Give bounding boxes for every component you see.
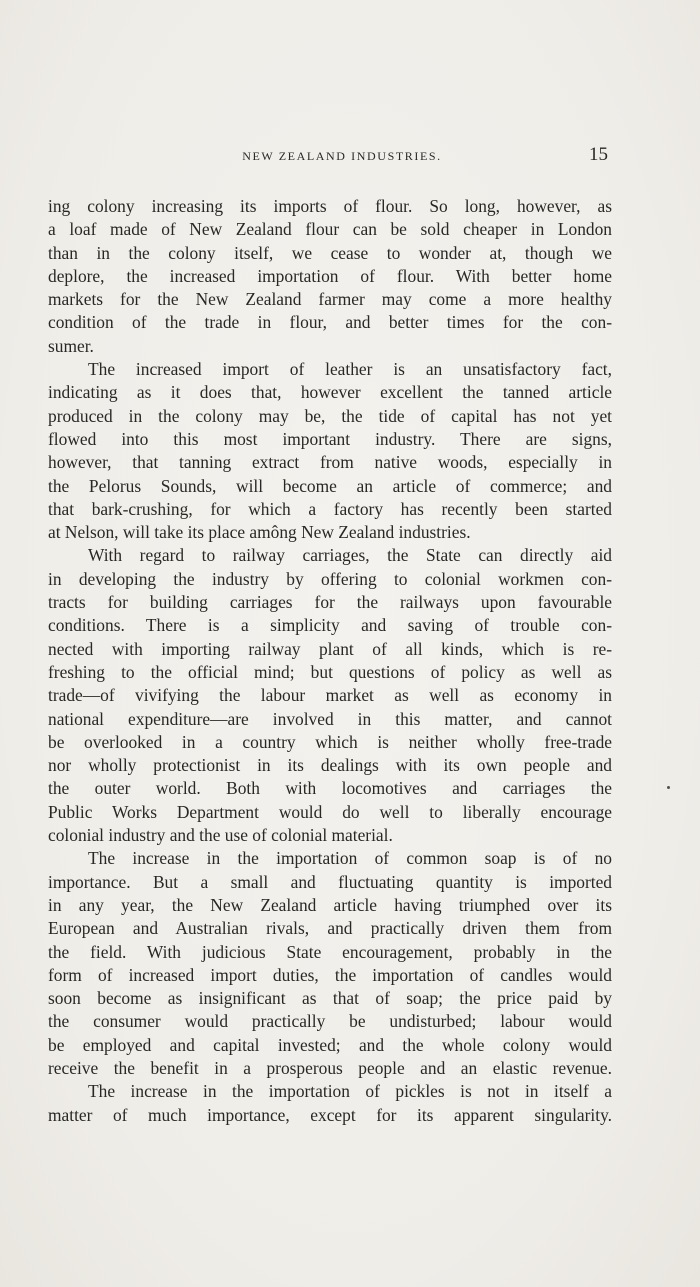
text-line: freshing to the official mind; but questions of policy as well as bbox=[48, 661, 612, 682]
text-line: the Pelorus Sounds, will become an article of commerce; and bbox=[48, 475, 612, 496]
text-line: at Nelson, will take its place amông New Zealand industries. bbox=[48, 522, 471, 543]
text-line: the outer world. Both with locomotives and carriages the bbox=[48, 778, 612, 799]
text-line: trade—of vivifying the labour market as well as economy in bbox=[48, 685, 612, 706]
text-line: soon become as insignificant as that of soap; the price paid by bbox=[48, 988, 612, 1009]
text-line: With regard to railway carriages, the State can directly aid bbox=[88, 545, 612, 566]
text-line: than in the colony itself, we cease to wonder at, though we bbox=[48, 242, 612, 263]
page-number: 15 bbox=[589, 144, 608, 165]
text-line: flowed into this most important industry. There are signs, bbox=[48, 428, 612, 449]
paragraph-railway-carriages bbox=[48, 544, 612, 847]
running-head: NEW ZEALAND INDUSTRIES. bbox=[242, 149, 442, 163]
ink-speck bbox=[667, 786, 670, 789]
text-line: conditions. There is a simplicity and saving of trouble con- bbox=[48, 615, 612, 636]
text-line: tracts for building carriages for the railways upon favourable bbox=[48, 592, 612, 613]
text-line: form of increased import duties, the importation of candles would bbox=[48, 964, 612, 985]
text-line: The increase in the importation of pickles is not in itself a bbox=[88, 1081, 612, 1102]
text-line: colonial industry and the use of colonial material. bbox=[48, 825, 393, 846]
text-line: that bark-crushing, for which a factory has recently been started bbox=[48, 498, 612, 519]
text-line: national expenditure—are involved in this matter, and cannot bbox=[48, 708, 612, 729]
text-line: ing colony increasing its imports of flour. So long, however, as bbox=[48, 196, 612, 216]
text-line: The increased import of leather is an unsatisfactory fact, bbox=[88, 359, 612, 380]
paragraph-pickles bbox=[48, 1080, 612, 1127]
text-line: sumer. bbox=[48, 335, 94, 356]
text-line: receive the benefit in a prosperous people and an elastic revenue. bbox=[48, 1057, 612, 1078]
text-line: be employed and capital invested; and the whole colony would bbox=[48, 1034, 612, 1055]
paragraph-soap-candles bbox=[48, 847, 612, 1080]
paragraph-leather bbox=[48, 358, 612, 544]
text-line: the consumer would practically be undisturbed; labour would bbox=[48, 1011, 612, 1032]
text-line: a loaf made of New Zealand flour can be sold cheaper in London bbox=[48, 219, 612, 240]
text-line: importance. But a small and fluctuating quantity is imported bbox=[48, 871, 612, 892]
body-text bbox=[48, 195, 612, 1127]
text-line: be overlooked in a country which is neither wholly free-trade bbox=[48, 731, 612, 752]
paragraph-flour bbox=[48, 195, 612, 358]
text-line: in any year, the New Zealand article having triumphed over its bbox=[48, 894, 612, 915]
text-line: matter of much importance, except for its apparent singularity. bbox=[48, 1104, 612, 1125]
text-line: The increase in the importation of common soap is of no bbox=[88, 848, 612, 869]
text-line: nor wholly protectionist in its dealings with its own people and bbox=[48, 755, 612, 776]
text-line: Public Works Department would do well to liberally encourage bbox=[48, 801, 612, 822]
text-line: indicating as it does that, however excellent the tanned article bbox=[48, 382, 612, 403]
text-line: nected with importing railway plant of all kinds, which is re- bbox=[48, 638, 612, 659]
text-line: the field. With judicious State encouragement, probably in the bbox=[48, 941, 612, 962]
text-line: in developing the industry by offering to colonial workmen con- bbox=[48, 568, 612, 589]
text-line: produced in the colony may be, the tide of capital has not yet bbox=[48, 405, 612, 426]
text-line: markets for the New Zealand farmer may come a more healthy bbox=[48, 289, 612, 310]
text-line: European and Australian rivals, and practically driven them from bbox=[48, 918, 612, 939]
text-line: condition of the trade in flour, and better times for the con- bbox=[48, 312, 612, 333]
text-line: however, that tanning extract from native woods, especially in bbox=[48, 452, 612, 473]
page-header bbox=[48, 144, 612, 170]
text-line: deplore, the increased importation of flour. With better home bbox=[48, 265, 612, 286]
